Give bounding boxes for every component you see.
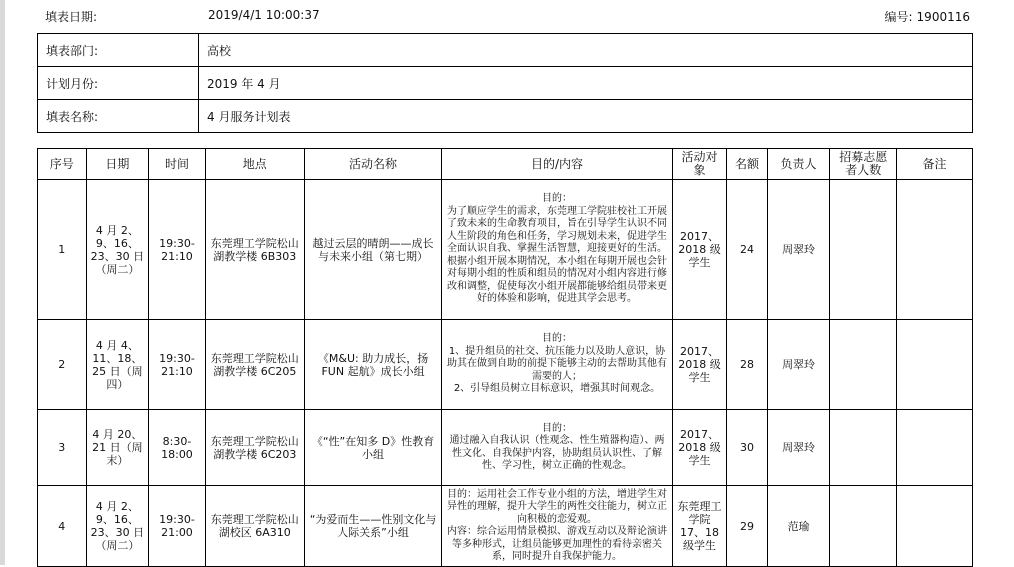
col-header-purpose: 目的/内容	[442, 149, 672, 180]
col-header-date: 日期	[86, 149, 149, 180]
cell-time: 8:30-18:00	[149, 410, 206, 486]
cell-quota: 24	[727, 180, 767, 320]
info-row-department	[38, 34, 973, 67]
col-header-target: 活动对象	[672, 149, 727, 180]
cell-no: 1	[38, 180, 87, 320]
cell-target: 东莞理工学院 17、18 级学生	[672, 486, 727, 567]
cell-activity: 《“性”在知多 D》性教育小组	[304, 410, 441, 486]
cell-place: 东莞理工学院松山湖教学楼 6C203	[205, 410, 304, 486]
cell-leader: 周翠玲	[767, 320, 830, 410]
col-header-no: 序号	[38, 149, 87, 180]
cell-remark	[897, 410, 973, 486]
table-row	[38, 180, 973, 320]
cell-no: 4	[38, 486, 87, 567]
form-code	[885, 8, 971, 25]
cell-purpose: 目的：运用社会工作专业小组的方法，增进学生对异性的理解，提升大学生的两性交往能力，树立正向积极的恋爱观。 内容：综合运用情景模拟、游戏互动以及辩论演讲等多种形式，让组员能够更加理性的看待亲密关系，同时提升自我保护能力。	[442, 486, 672, 567]
col-header-leader: 负责人	[767, 149, 830, 180]
cell-time: 19:30-21:10	[149, 320, 206, 410]
table-row	[38, 486, 973, 567]
cell-date: 4 月 20、21 日（周末）	[86, 410, 149, 486]
cell-no: 3	[38, 410, 87, 486]
cell-date: 4 月 2、9、16、23、30 日（周二）	[86, 180, 149, 320]
cell-volunteers	[830, 410, 897, 486]
cell-purpose: 目的： 1、提升组员的社交、抗压能力以及助人意识，协助其在做到自助的前提下能够主动的去帮助其他有需要的人； 2、引导组员树立目标意识，增强其时间观念。	[442, 320, 672, 410]
department-value: 高校	[199, 34, 973, 67]
cell-place: 东莞理工学院松山湖教学楼 6B303	[205, 180, 304, 320]
cell-quota: 29	[727, 486, 767, 567]
cell-leader: 周翠玲	[767, 180, 830, 320]
cell-target: 2017、2018 级学生	[672, 320, 727, 410]
plan-month-label: 计划月份:	[38, 67, 199, 100]
cell-activity: “为爱而生——性别文化与人际关系”小组	[304, 486, 441, 567]
cell-date: 4 月 2、9、16、23、30 日（周二）	[86, 486, 149, 567]
cell-place: 东莞理工学院松山湖校区 6A310	[205, 486, 304, 567]
col-header-place: 地点	[205, 149, 304, 180]
table-row	[38, 320, 973, 410]
cell-leader: 周翠玲	[767, 410, 830, 486]
cell-activity: 越过云层的晴朗——成长与未来小组（第七期）	[304, 180, 441, 320]
cell-place: 东莞理工学院松山湖教学楼 6C205	[205, 320, 304, 410]
col-header-remark: 备注	[897, 149, 973, 180]
window-left-edge	[0, 0, 5, 565]
cell-volunteers	[830, 486, 897, 567]
info-row-name	[38, 100, 973, 133]
cell-quota: 28	[727, 320, 767, 410]
cell-leader: 范瑜	[767, 486, 830, 567]
service-plan-table	[37, 148, 973, 567]
cell-target: 2017、2018 级学生	[672, 410, 727, 486]
cell-remark	[897, 180, 973, 320]
cell-date: 4 月 4、11、18、25 日（周四）	[86, 320, 149, 410]
cell-no: 2	[38, 320, 87, 410]
cell-remark	[897, 486, 973, 567]
cell-volunteers	[830, 180, 897, 320]
cell-remark	[897, 320, 973, 410]
cell-target: 2017、2018 级学生	[672, 180, 727, 320]
fill-date-value: 2019/4/1 10:00:37	[208, 8, 320, 22]
plan-month-value: 2019 年 4 月	[199, 67, 973, 100]
table-header-row	[38, 149, 973, 180]
cell-time: 19:30-21:10	[149, 180, 206, 320]
fill-date-label: 填表日期:	[45, 10, 98, 24]
cell-purpose: 目的： 通过融入自我认识（性观念、性生殖器构造）、两性文化、自我保护内容，协助组员认识性、了解性、学习性，树立正确的性观念。	[442, 410, 672, 486]
form-name-label: 填表名称:	[38, 100, 199, 133]
col-header-volunteers: 招募志愿者人数	[830, 149, 897, 180]
cell-activity: 《M&U: 助力成长，扬 FUN 起航》成长小组	[304, 320, 441, 410]
department-label: 填表部门:	[38, 34, 199, 67]
cell-time: 19:30-21:00	[149, 486, 206, 567]
col-header-quota: 名额	[727, 149, 767, 180]
cell-quota: 30	[727, 410, 767, 486]
table-row	[38, 410, 973, 486]
form-info-table	[37, 33, 973, 133]
form-name-value: 4 月服务计划表	[199, 100, 973, 133]
cell-volunteers	[830, 320, 897, 410]
form-top-bar	[45, 0, 970, 31]
cell-purpose: 目的： 为了顺应学生的需求，东莞理工学院驻校社工开展了致未来的生命教育项目，旨在引导学生认识不同人生阶段的角色和任务，学习规划未来，促进学生全面认识自我、掌握生活智慧，迎接更好的生活。根据小组开展本期情况，本小组在每期开展也会针对每期小组的性质和组员的情况对小组内容进行修改和调整，促使每次小组开展都能够给组员带来更好的体验和影响，促进其学会思考。	[442, 180, 672, 320]
form-code-value: 1900116	[916, 10, 970, 24]
col-header-activity: 活动名称	[304, 149, 441, 180]
form-code-label: 编号:	[884, 10, 913, 24]
info-row-month	[38, 67, 973, 100]
col-header-time: 时间	[149, 149, 206, 180]
